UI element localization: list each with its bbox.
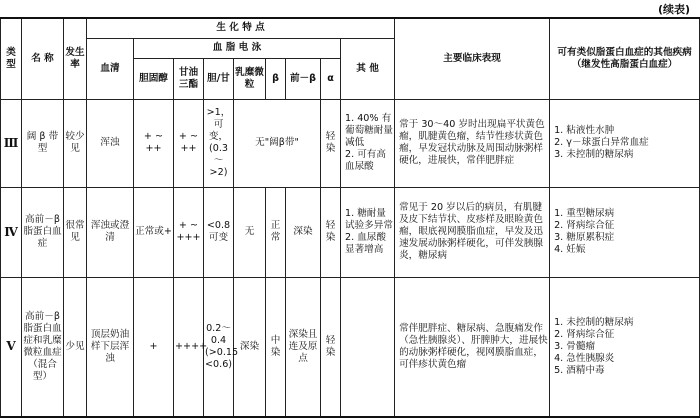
- header-triglyceride: 甘油三酯: [174, 58, 204, 99]
- secondary-cell: [550, 99, 700, 187]
- clinical-cell: 常伴肥胖症、糖尿病、急腹痛发作（急性胰腺炎）、肝脾肿大，进展快的动脉粥样硬化，视网膜脂血症，可伴疹状黄色瘤: [395, 277, 550, 417]
- header-alpha: α: [321, 58, 341, 99]
- clinical-cell: 常于 30～40 岁时出现扁平状黄色瘤，肌腱黄色瘤，结节性疹状黄色瘤，早发冠状动脉及周围动脉粥样硬化，进展快，常伴肥胖症: [395, 99, 550, 187]
- header-clinical: 主要临床表现: [395, 18, 550, 99]
- beta-cell: 中染: [266, 277, 286, 417]
- triglyceride-cell: + ~ +++: [174, 187, 204, 277]
- header-chylomicron: 乳糜微粒: [234, 58, 266, 99]
- serum-cell: 浑浊: [87, 99, 134, 187]
- cholesterol-cell: 正常或+: [134, 187, 174, 277]
- incidence-cell: 少见: [64, 277, 87, 417]
- cholesterol-cell: +: [134, 277, 174, 417]
- electrophoresis-merged-cell: 无"阔β带": [234, 99, 321, 187]
- table-row: [1, 187, 700, 277]
- secondary-item: 3. 骨髓瘤: [554, 340, 596, 352]
- secondary-cell: [550, 187, 700, 277]
- beta-cell: 正常: [266, 187, 286, 277]
- type-cell: Ⅳ: [1, 187, 22, 277]
- secondary-item: 1. 未控制的糖尿病: [554, 316, 634, 328]
- header-lipid-electrophoresis: 血 脂 电 泳: [134, 38, 341, 58]
- table-row: [1, 99, 700, 187]
- ratio-cell: 0.2～0.4 (>0.15 <0.6): [204, 277, 234, 417]
- header-name: 名 称: [22, 18, 64, 99]
- serum-cell: 顶层奶油样下层浑浊: [87, 277, 134, 417]
- chylomicron-cell: 深染: [234, 277, 266, 417]
- header-beta: β: [266, 58, 286, 99]
- ratio-cell: >1，可变，(0.3～>2): [204, 99, 234, 187]
- incidence-cell: 很常见: [64, 187, 87, 277]
- serum-cell: 浑浊或澄清: [87, 187, 134, 277]
- other-cell: [341, 277, 395, 417]
- type-cell: Ⅲ: [1, 99, 22, 187]
- name-cell: 高前－β 脂蛋白血症和乳糜微粒血症（混合型）: [22, 277, 64, 417]
- ratio-cell: <0.8 可变: [204, 187, 234, 277]
- alpha-cell: 轻染: [321, 277, 341, 417]
- other-cell: 1. 40% 有葡萄糖耐量减低 2. 可有高血尿酸: [341, 99, 395, 187]
- secondary-item: 2. γ－球蛋白异常血症: [554, 137, 649, 148]
- other-cell: 1. 糖耐量试验多异常 2. 血尿酸显著增高: [341, 187, 395, 277]
- secondary-item: 4. 妊娠: [554, 243, 586, 255]
- secondary-item: 3. 未控制的糖尿病: [554, 148, 634, 160]
- lipoprotein-table: [0, 17, 700, 418]
- header-biochem: 生 化 特 点: [87, 18, 395, 38]
- secondary-item: 2. 肾病综合征: [554, 220, 615, 232]
- secondary-item: 3. 糖原累积症: [554, 232, 615, 243]
- header-ratio: 胆/甘: [204, 58, 234, 99]
- prebeta-cell: 深染: [286, 187, 321, 277]
- incidence-cell: 较少见: [64, 99, 87, 187]
- alpha-cell: 轻染: [321, 99, 341, 187]
- continued-caption: (续表): [657, 3, 690, 16]
- secondary-item: 4. 急性胰腺炎: [554, 352, 615, 364]
- secondary-item: 1. 重型糖尿病: [554, 208, 615, 220]
- header-type: 类型: [1, 18, 22, 99]
- triglyceride-cell: + ~ ++: [174, 99, 204, 187]
- secondary-item: 5. 酒精中毒: [554, 364, 605, 376]
- prebeta-cell: 深染且连及原点: [286, 277, 321, 417]
- chylomicron-cell: 无: [234, 187, 266, 277]
- header-cholesterol: 胆固醇: [134, 58, 174, 99]
- secondary-item: 2. 肾病综合征: [554, 328, 615, 340]
- header-secondary: 可有类似脂蛋白血症的其他疾病（继发性高脂蛋白血症）: [550, 18, 700, 99]
- name-cell: 高前－β 脂蛋白血症: [22, 187, 64, 277]
- name-cell: 阔 β 带型: [22, 99, 64, 187]
- triglyceride-cell: ++++: [174, 277, 204, 417]
- secondary-item: 1. 粘液性水肿: [554, 125, 615, 137]
- header-incidence: 发生率: [64, 18, 87, 99]
- header-serum: 血清: [87, 38, 134, 99]
- header-prebeta: 前－β: [286, 58, 321, 99]
- secondary-cell: [550, 277, 700, 417]
- cholesterol-cell: + ~ ++: [134, 99, 174, 187]
- table-row: [1, 277, 700, 417]
- alpha-cell: 轻染: [321, 187, 341, 277]
- clinical-cell: 常见于 20 岁以后的病员，有肌腱及皮下结节状、皮疹样及眼睑黄色瘤，眼底视网膜脂血症，早发及迅速发展动脉粥样硬化，可伴发胰腺炎，糖尿病: [395, 187, 550, 277]
- type-cell: Ⅴ: [1, 277, 22, 417]
- header-other: 其 他: [341, 38, 395, 99]
